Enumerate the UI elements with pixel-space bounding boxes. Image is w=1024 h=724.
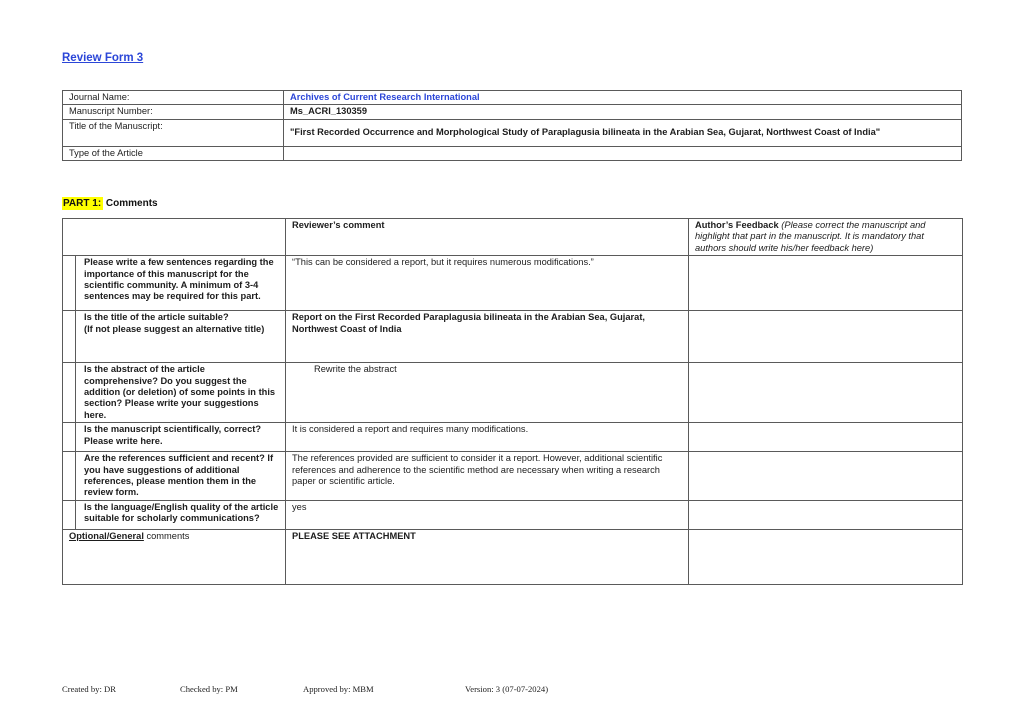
question-cell: Is the abstract of the article comprehensive? Do you suggest the addition (or deletion) of some points in this section? Please write your suggestions here. xyxy=(76,363,286,423)
table-row xyxy=(63,119,962,146)
question-sub: (If not please suggest an alternative title) xyxy=(84,323,265,334)
part1-highlight: PART 1: xyxy=(63,198,102,209)
table-row xyxy=(63,500,963,529)
article-type-value xyxy=(284,146,962,160)
optional-comments-cell xyxy=(63,529,286,584)
footer-created-by: Created by: DR xyxy=(62,684,116,694)
part1-heading xyxy=(62,198,158,209)
table-row xyxy=(63,311,963,363)
author-feedback-note: (Please correct the manuscript and highlight that part in the manuscript. It is mandatory that authors should write his/her feedback here) xyxy=(695,220,926,253)
header-empty-cell xyxy=(63,219,286,256)
author-feedback-cell xyxy=(689,529,963,584)
footer-version: Version: 3 (07-07-2024) xyxy=(465,684,549,694)
manuscript-number-label: Manuscript Number: xyxy=(63,105,284,119)
manuscript-title-label: Title of the Manuscript: xyxy=(63,119,284,146)
question-cell: Is the manuscript scientifically, correct? Please write here. xyxy=(76,423,286,452)
reviewer-comment-cell: It is considered a report and requires many modifications. xyxy=(286,423,689,452)
reviewer-comment-header: Reviewer’s comment xyxy=(286,219,689,256)
table-row xyxy=(63,363,963,423)
journal-info-table xyxy=(62,90,962,161)
table-row xyxy=(63,529,963,584)
article-type-label: Type of the Article xyxy=(63,146,284,160)
author-feedback-cell xyxy=(689,256,963,311)
reviewer-comment-cell: PLEASE SEE ATTACHMENT xyxy=(286,529,689,584)
row-spacer-cell xyxy=(63,311,76,363)
optional-comments-label: Optional/General xyxy=(69,530,144,541)
reviewer-comment-cell: yes xyxy=(286,500,689,529)
author-feedback-header xyxy=(689,219,963,256)
table-row xyxy=(63,423,963,452)
reviewer-comment-cell: The references provided are sufficient to consider it a report. However, additional scientific references and adherence to the scientific method are necessary when writing a research paper or scientific article. xyxy=(286,452,689,501)
question-cell: Is the language/English quality of the article suitable for scholarly communications? xyxy=(76,500,286,529)
row-spacer-cell xyxy=(63,256,76,311)
row-spacer-cell xyxy=(63,452,76,501)
author-feedback-cell xyxy=(689,363,963,423)
question-cell xyxy=(76,311,286,363)
author-feedback-cell xyxy=(689,452,963,501)
journal-name-label: Journal Name: xyxy=(63,91,284,105)
question-cell: Please write a few sentences regarding the importance of this manuscript for the scientific community. A minimum of 3-4 sentences may be required for this part. xyxy=(76,256,286,311)
table-row xyxy=(63,256,963,311)
footer-approved-by: Approved by: MBM xyxy=(303,684,374,694)
manuscript-number-value: Ms_ACRI_130359 xyxy=(284,105,962,119)
question-cell: Are the references sufficient and recent? If you have suggestions of additional references, please mention them in the review form. xyxy=(76,452,286,501)
table-header-row xyxy=(63,219,963,256)
part1-title: Comments xyxy=(103,198,158,209)
page-title: Review Form 3 xyxy=(62,52,144,64)
table-row xyxy=(63,105,962,119)
journal-name-value: Archives of Current Research International xyxy=(284,91,962,105)
table-row xyxy=(63,91,962,105)
reviewer-comment-cell: “This can be considered a report, but it requires numerous modifications.” xyxy=(286,256,689,311)
question-main: Is the title of the article suitable? xyxy=(84,312,229,323)
author-feedback-cell xyxy=(689,500,963,529)
reviewer-comment-cell: Report on the First Recorded Paraplagusia bilineata in the Arabian Sea, Gujarat, Northwest Coast of India xyxy=(286,311,689,363)
row-spacer-cell xyxy=(63,423,76,452)
table-row xyxy=(63,146,962,160)
author-feedback-title: Author’s Feedback xyxy=(695,220,779,230)
footer-checked-by: Checked by: PM xyxy=(180,684,238,694)
table-row xyxy=(63,452,963,501)
comments-table xyxy=(62,218,963,585)
reviewer-comment-cell: Rewrite the abstract xyxy=(286,363,689,423)
manuscript-title-value: "First Recorded Occurrence and Morphological Study of Paraplagusia bilineata in the Arabian Sea, Gujarat, Northwest Coast of India" xyxy=(284,119,962,146)
author-feedback-cell xyxy=(689,311,963,363)
author-feedback-cell xyxy=(689,423,963,452)
row-spacer-cell xyxy=(63,363,76,423)
row-spacer-cell xyxy=(63,500,76,529)
optional-comments-label-rest: comments xyxy=(143,530,190,541)
